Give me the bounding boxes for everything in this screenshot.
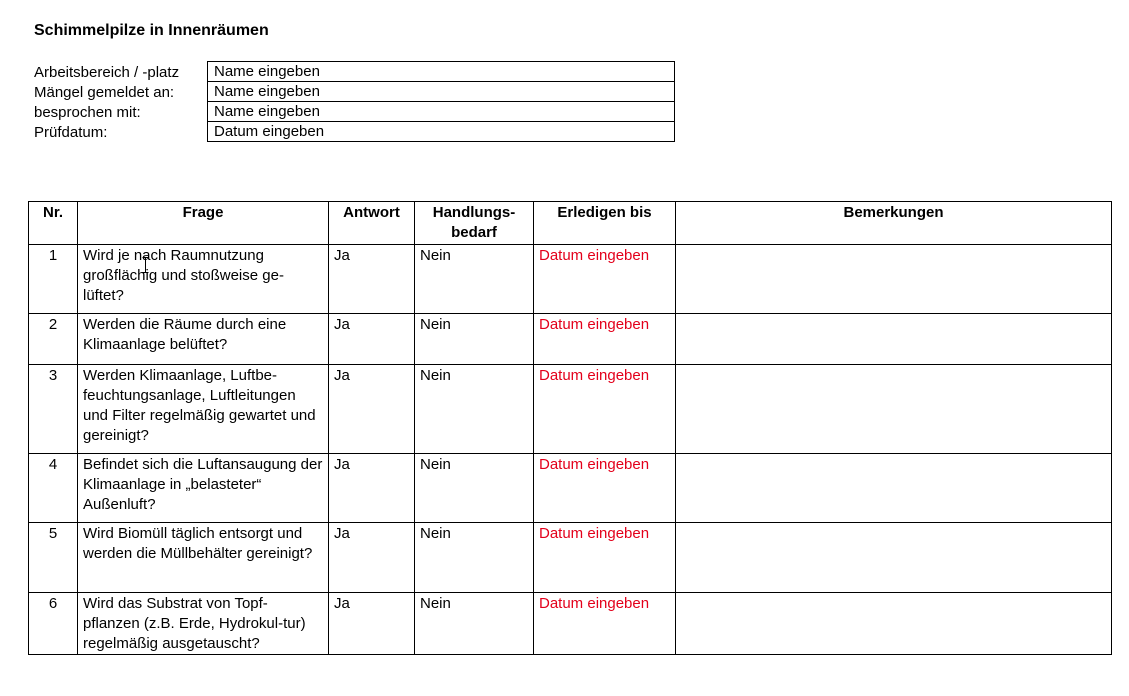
table-header-row (29, 202, 1112, 245)
row-nr: 2 (29, 314, 78, 365)
table-row (29, 314, 1112, 365)
besprochen-mit-field[interactable]: Name eingeben (208, 102, 675, 122)
pruefdatum-field[interactable]: Datum eingeben (208, 122, 675, 142)
row-handlungsbedarf[interactable]: Nein (415, 314, 534, 365)
row-bemerkungen[interactable] (676, 454, 1112, 523)
row-frage: Befindet sich die Luftansaugung der Klimaanlage in „belasteter“ Außenluft? (78, 454, 329, 523)
row-bemerkungen[interactable] (676, 245, 1112, 314)
row-nr: 4 (29, 454, 78, 523)
row-frage: Werden Klimaanlage, Luftbe-feuchtungsanlage, Luftleitungen und Filter regelmäßig gewartet und gereinigt? (78, 365, 329, 454)
row-nr: 5 (29, 523, 78, 593)
row-bemerkungen[interactable] (676, 593, 1112, 655)
row-erledigen-bis[interactable]: Datum eingeben (534, 365, 676, 454)
checklist-table (28, 201, 1112, 655)
row-erledigen-bis[interactable]: Datum eingeben (534, 454, 676, 523)
meta-label-maengel: Mängel gemeldet an: (34, 84, 175, 101)
row-frage: Wird das Substrat von Topf-pflanzen (z.B. Erde, Hydrokul-tur) regelmäßig ausgetauscht? (78, 593, 329, 655)
row-frage: Wird Biomüll täglich entsorgt und werden die Müllbehälter gereinigt? (78, 523, 329, 593)
row-frage: Werden die Räume durch eine Klimaanlage belüftet? (78, 314, 329, 365)
header-antwort: Antwort (329, 202, 415, 245)
page-title: Schimmelpilze in Innenräumen (34, 22, 269, 39)
row-handlungsbedarf[interactable]: Nein (415, 365, 534, 454)
row-handlungsbedarf[interactable]: Nein (415, 523, 534, 593)
table-row (29, 593, 1112, 655)
row-nr: 1 (29, 245, 78, 314)
row-antwort[interactable]: Ja (329, 523, 415, 593)
row-erledigen-bis[interactable]: Datum eingeben (534, 314, 676, 365)
meta-labels (34, 63, 179, 143)
row-antwort[interactable]: Ja (329, 314, 415, 365)
header-bemerkungen: Bemerkungen (676, 202, 1112, 245)
maengel-gemeldet-field[interactable]: Name eingeben (208, 82, 675, 102)
row-antwort[interactable]: Ja (329, 454, 415, 523)
row-erledigen-bis[interactable]: Datum eingeben (534, 523, 676, 593)
table-row (29, 245, 1112, 314)
row-antwort[interactable]: Ja (329, 245, 415, 314)
table-row (29, 454, 1112, 523)
row-antwort[interactable]: Ja (329, 365, 415, 454)
row-handlungsbedarf[interactable]: Nein (415, 245, 534, 314)
header-erledigen-bis: Erledigen bis (534, 202, 676, 245)
meta-label-pruefdatum: Prüfdatum: (34, 124, 108, 141)
header-nr: Nr. (29, 202, 78, 245)
row-handlungsbedarf[interactable]: Nein (415, 454, 534, 523)
row-bemerkungen[interactable] (676, 314, 1112, 365)
text-cursor-icon (142, 257, 149, 273)
row-nr: 3 (29, 365, 78, 454)
row-handlungsbedarf[interactable]: Nein (415, 593, 534, 655)
meta-fields (207, 61, 675, 142)
header-frage: Frage (78, 202, 329, 245)
row-erledigen-bis[interactable]: Datum eingeben (534, 593, 676, 655)
row-bemerkungen[interactable] (676, 365, 1112, 454)
meta-label-besprochen: besprochen mit: (34, 104, 141, 121)
row-frage: Wird je nach Raumnutzung großflächig und stoßweise ge-lüftet? (78, 245, 329, 314)
row-bemerkungen[interactable] (676, 523, 1112, 593)
table-row (29, 365, 1112, 454)
row-antwort[interactable]: Ja (329, 593, 415, 655)
header-handlungsbedarf: Handlungs- bedarf (415, 202, 534, 245)
meta-label-arbeitsbereich: Arbeitsbereich / -platz (34, 64, 180, 81)
arbeitsbereich-field[interactable]: Name eingeben (208, 62, 675, 82)
row-erledigen-bis[interactable]: Datum eingeben (534, 245, 676, 314)
row-nr: 6 (29, 593, 78, 655)
table-row (29, 523, 1112, 593)
